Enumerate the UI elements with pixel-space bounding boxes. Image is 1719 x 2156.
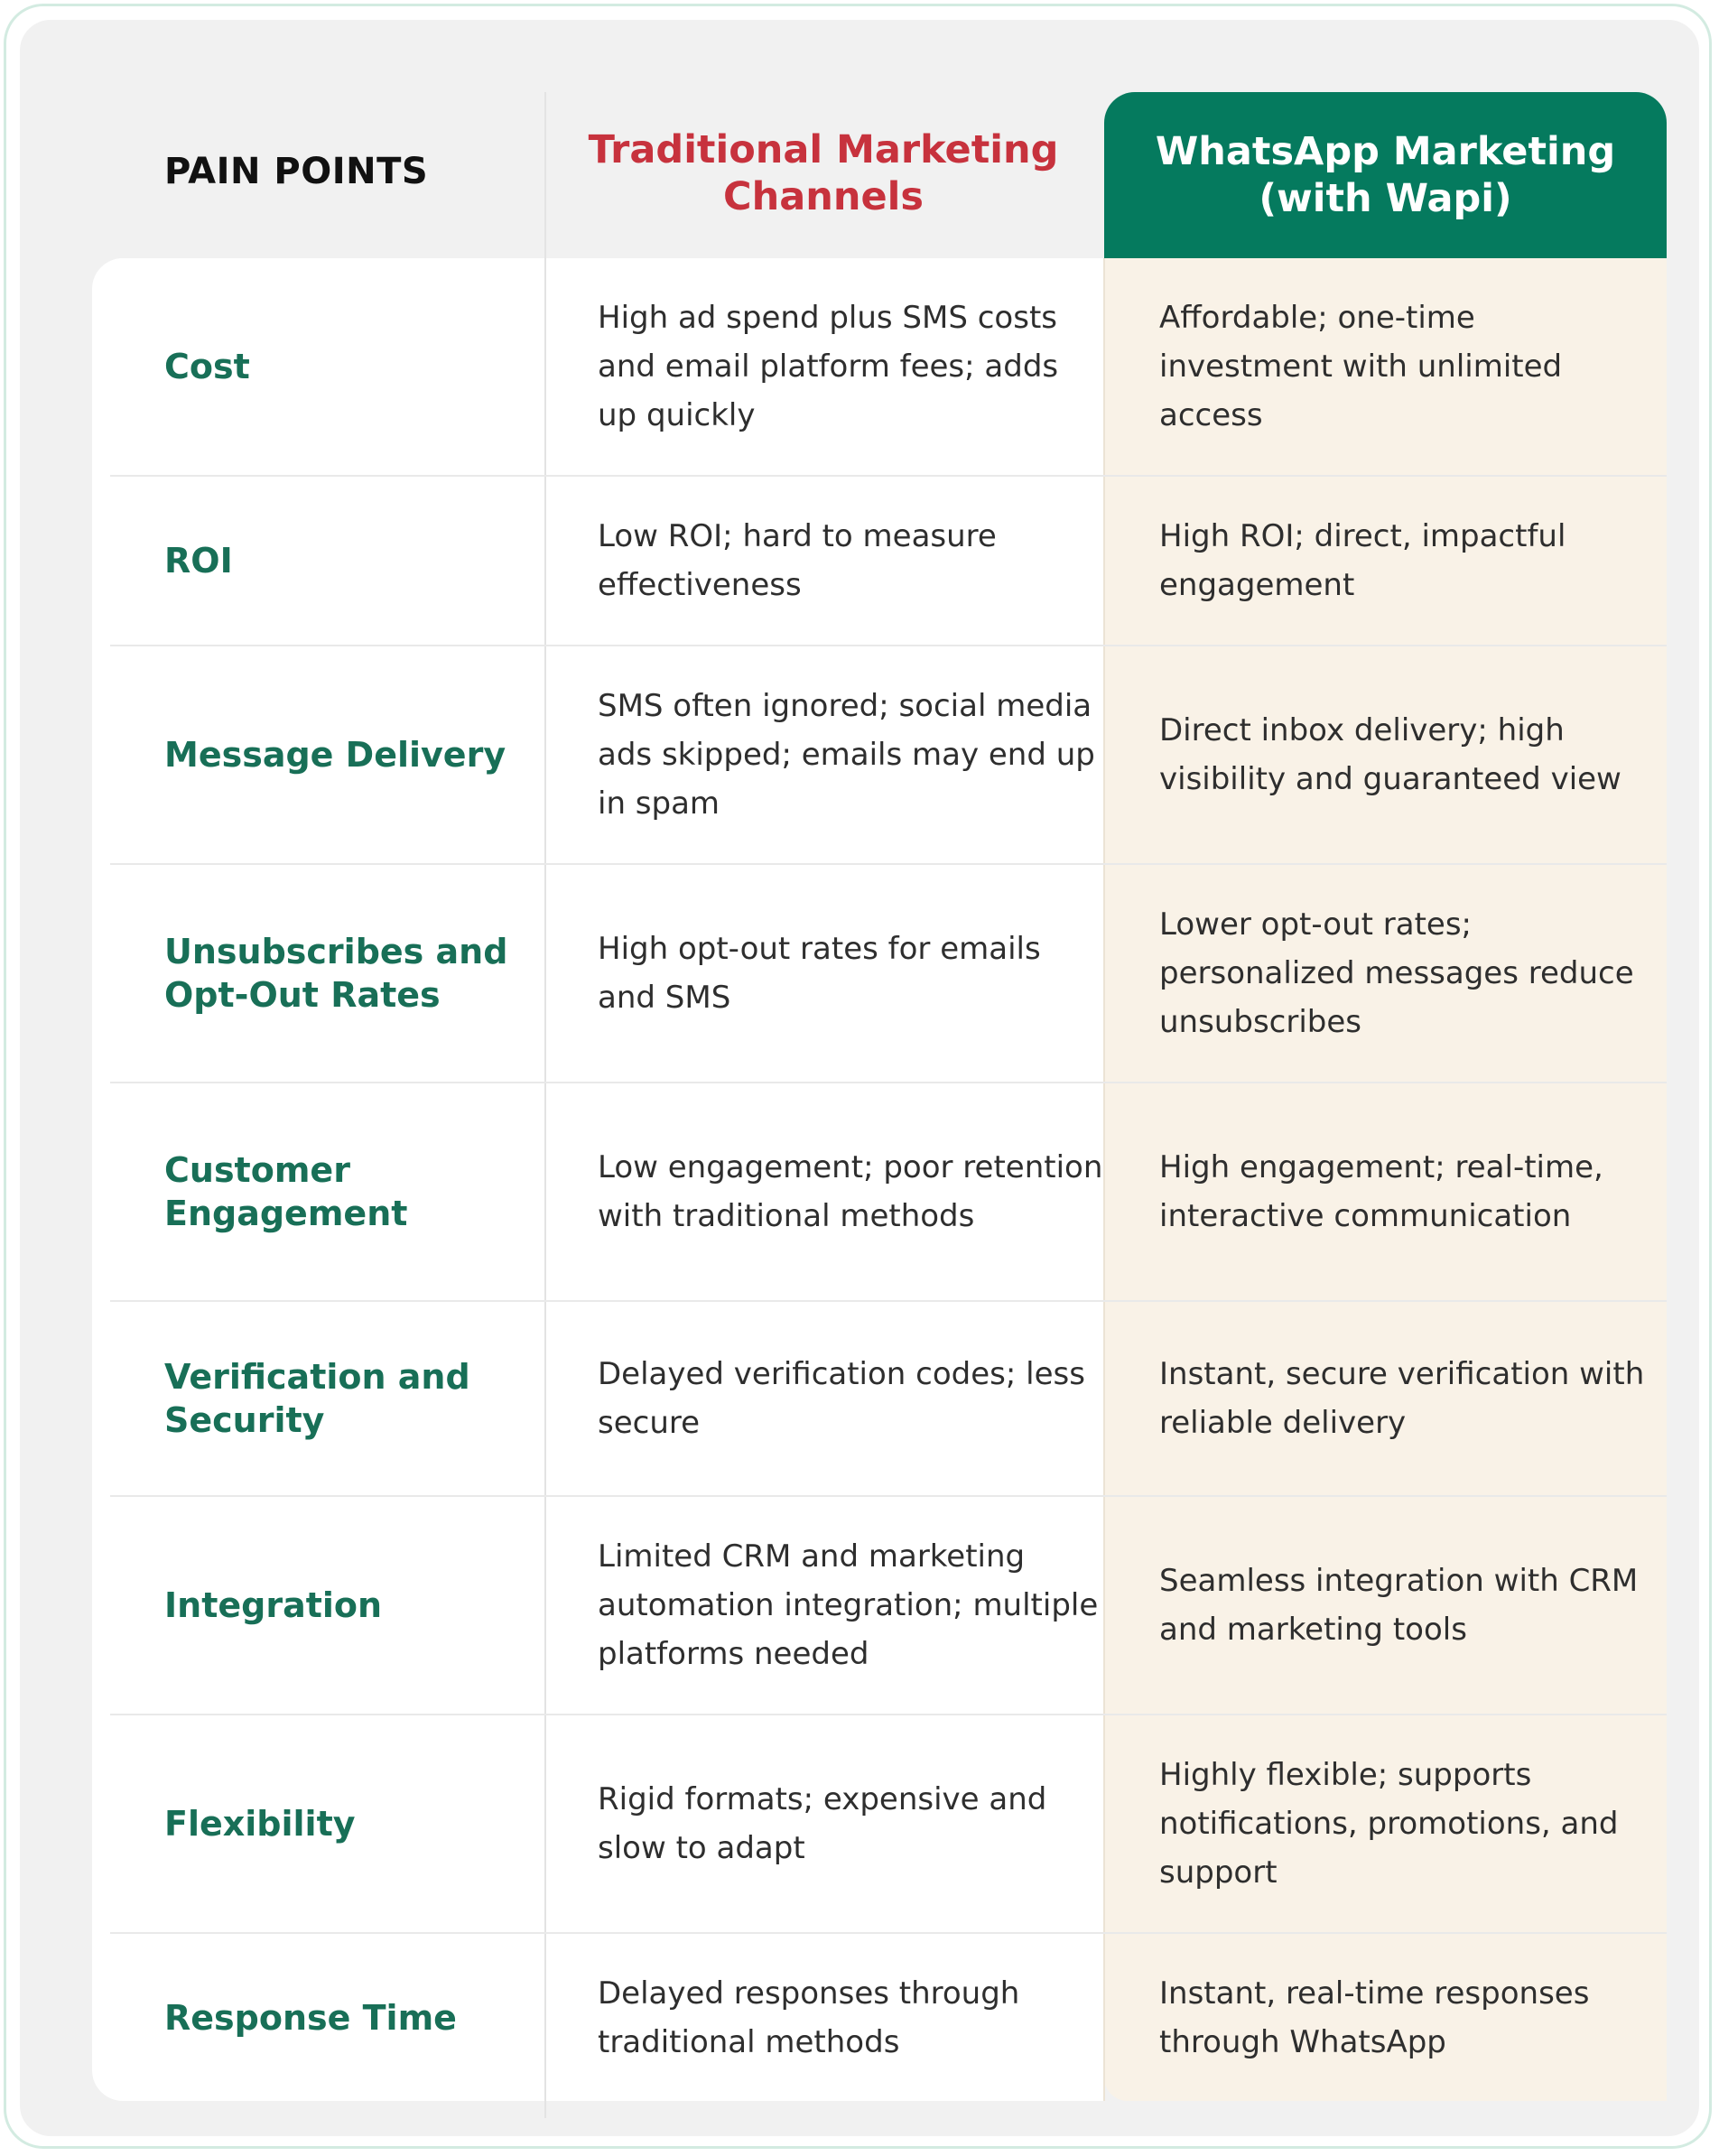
table-row <box>110 646 1667 865</box>
traditional-cell: High ad spend plus SMS costs and email platform fees; adds up quickly <box>598 300 1059 433</box>
pain-cell: Customer Engagement <box>164 1150 408 1233</box>
pain-cell: ROI <box>164 541 233 581</box>
traditional-cell: SMS often ignored; social media ads skipped; emails may end up in spam <box>598 688 1095 822</box>
pain-cell: Flexibility <box>164 1804 356 1844</box>
table-row <box>110 1497 1667 1715</box>
traditional-cell: Low ROI; hard to measure effectiveness <box>598 518 997 603</box>
table-row <box>110 258 1667 477</box>
table-row <box>110 1302 1667 1497</box>
pain-cell: Response Time <box>164 1997 457 2038</box>
traditional-cell: Delayed verification codes; less secure <box>598 1356 1085 1441</box>
whatsapp-cell: Highly flexible; supports notifications, promotions, and support <box>1159 1757 1619 1891</box>
whatsapp-cell: Direct inbox delivery; high visibility and guaranteed view <box>1159 712 1621 797</box>
table-row <box>110 865 1667 1083</box>
header-pain-points: PAIN POINTS <box>164 151 429 192</box>
whatsapp-cell: Instant, secure verification with reliable delivery <box>1159 1356 1645 1441</box>
pain-cell: Message Delivery <box>164 735 506 775</box>
table-row <box>110 477 1667 646</box>
whatsapp-cell: Instant, real-time responses through WhatsApp <box>1159 1975 1590 2060</box>
whatsapp-cell: Affordable; one-time investment with unlimited access <box>1159 300 1563 433</box>
whatsapp-cell: High engagement; real-time, interactive communication <box>1159 1149 1603 1234</box>
pain-cell: Integration <box>164 1585 383 1625</box>
whatsapp-cell: Lower opt-out rates; personalized messages reduce unsubscribes <box>1159 906 1634 1040</box>
traditional-cell: Low engagement; poor retention with traditional methods <box>598 1149 1103 1234</box>
traditional-cell: High opt-out rates for emails and SMS <box>598 931 1041 1016</box>
header-whatsapp: WhatsApp Marketing (with Wapi) <box>1104 92 1667 258</box>
header-traditional: Traditional Marketing Channels <box>588 127 1059 219</box>
table-row <box>110 1083 1667 1302</box>
whatsapp-cell: Seamless integration with CRM and marketing tools <box>1159 1563 1639 1648</box>
table-row <box>110 1934 1667 2101</box>
whatsapp-cell: High ROI; direct, impactful engagement <box>1159 518 1566 603</box>
comparison-panel <box>20 20 1699 2136</box>
traditional-cell: Rigid formats; expensive and slow to adapt <box>598 1781 1047 1866</box>
pain-cell: Verification and Security <box>164 1357 470 1440</box>
traditional-cell: Limited CRM and marketing automation integration; multiple platforms needed <box>598 1538 1099 1672</box>
pain-cell: Unsubscribes and Opt-Out Rates <box>164 932 508 1015</box>
pain-cell: Cost <box>164 347 250 386</box>
table-row <box>110 1715 1667 1934</box>
traditional-cell: Delayed responses through traditional methods <box>598 1975 1020 2060</box>
